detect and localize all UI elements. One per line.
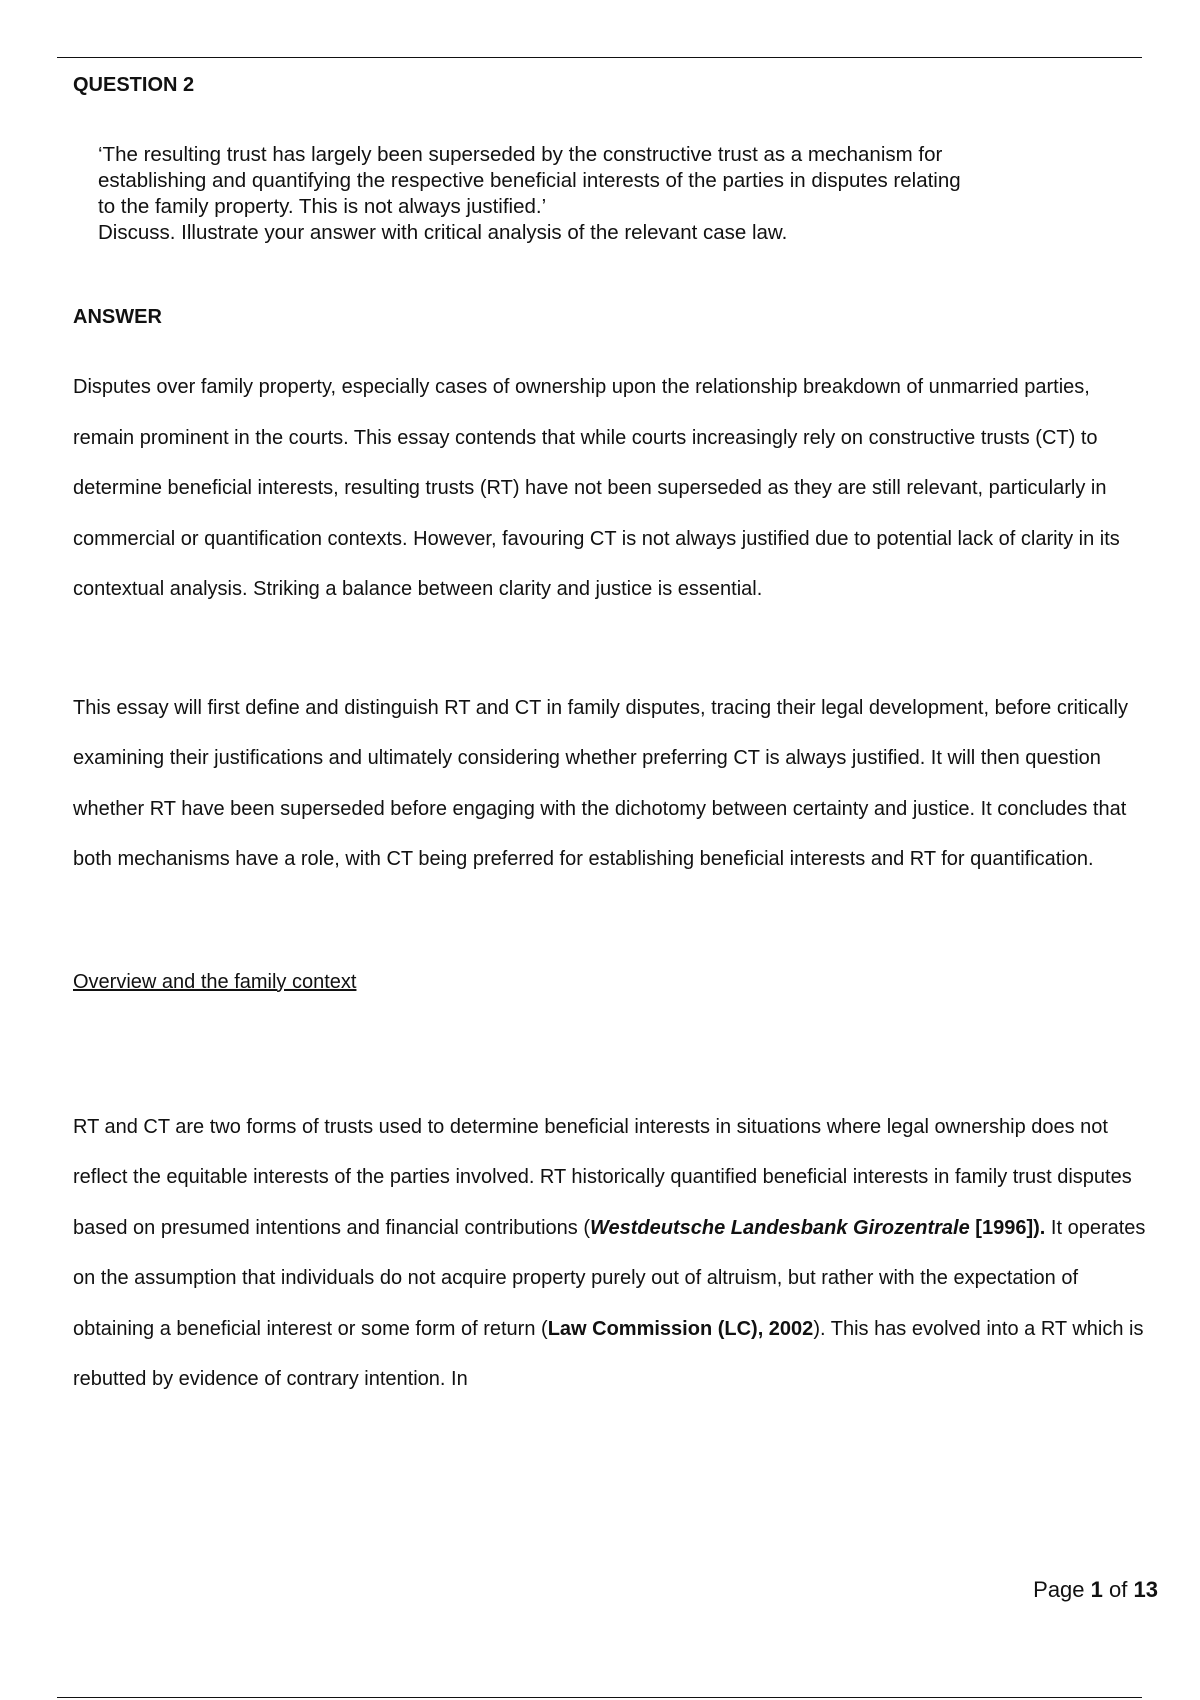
section-subheading: Overview and the family context: [73, 970, 357, 993]
question-prompt: [98, 142, 978, 246]
prompt-instruction: Discuss. Illustrate your answer with critical analysis of the relevant case law.: [98, 221, 788, 244]
overview-text-1: RT and CT are two forms of trusts used to determine beneficial interests in situations where legal ownership does not reflect the equitable interests of the parties involved. RT historically quantified beneficial interests in family trust disputes based on presumed intentions and financial contributions (: [73, 1115, 1132, 1239]
answer-heading: ANSWER: [73, 306, 162, 328]
document-page: [73, 70, 1153, 1405]
total-pages: 13: [1133, 1577, 1158, 1602]
overview-text-3: ). This has evolved into a RT which is rebutted by evidence of contrary intention. In: [73, 1317, 1144, 1390]
paragraph-introduction: Disputes over family property, especially cases of ownership upon the relationship breakdown of unmarried parties, remain prominent in the courts. This essay contends that while courts increasingly rely on constructive trusts (CT) to determine beneficial interests, resulting trusts (RT) have not been superseded as they are still relevant, particularly in commercial or quantification contexts. However, favouring CT is not always justified due to potential lack of clarity in its contextual analysis. Striking a balance between clarity and justice is essential.: [73, 376, 1120, 600]
prompt-quote: ‘The resulting trust has largely been superseded by the constructive trust as a mechanism for establishing and quantifying the respective beneficial interests of the parties in disputes relating to the family property. This is not always justified.’: [98, 143, 961, 218]
page-number: [1033, 1574, 1158, 1606]
overview-text-2: It operates on the assumption that individuals do not acquire property purely out of altruism, but rather with the expectation of obtaining a beneficial interest or some form of return (: [73, 1216, 1146, 1340]
of-label: of: [1109, 1577, 1128, 1602]
paragraph-overview: [73, 1102, 1153, 1405]
page-label: Page: [1033, 1577, 1085, 1602]
current-page: 1: [1090, 1577, 1103, 1602]
case-name: Westdeutsche Landesbank Girozentrale: [590, 1216, 970, 1239]
paragraph-structure: This essay will first define and distinguish RT and CT in family disputes, tracing their legal development, before critically examining their justifications and ultimately considering whether preferring CT is always justified. It will then question whether RT have been superseded before engaging with the dichotomy between certainty and justice. It concludes that both mechanisms have a role, with CT being preferred for establishing beneficial interests and RT for quantification.: [73, 696, 1128, 870]
case-year: [1996]).: [969, 1216, 1046, 1239]
citation: Law Commission (LC), 2002: [547, 1317, 814, 1340]
question-heading: QUESTION 2: [73, 74, 195, 96]
top-rule: [57, 57, 1142, 58]
bottom-rule: [57, 1697, 1142, 1698]
